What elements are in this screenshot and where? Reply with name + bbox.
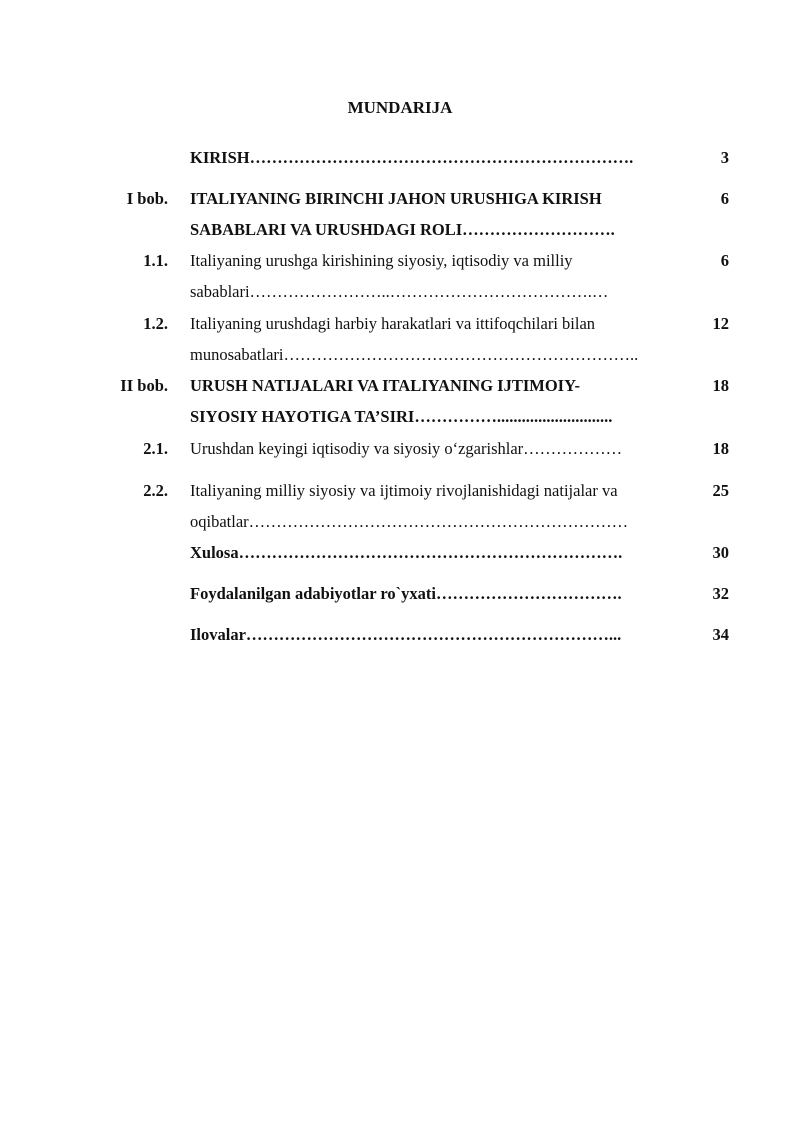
toc-entry-line: Italiyaning milliy siyosiy va ijtimoiy rivojlanishidagi natijalar va — [190, 481, 618, 500]
toc-entry-page: 3 — [720, 148, 729, 167]
toc-entry-line: SABABLARI VA URUSHDAGI ROLI………………………. — [190, 220, 615, 239]
toc-entry-page: 6 — [720, 251, 729, 270]
toc-entry-text — [190, 537, 686, 568]
toc-title: MUNDARIJA — [347, 98, 453, 117]
toc-entry-line: ITALIYANING BIRINCHI JAHON URUSHIGA KIRISH — [190, 189, 602, 208]
toc-entry-page: 32 — [712, 584, 729, 603]
toc-entry-line: SIYOSIY HAYOTIGA TA’SIRI……………............................ — [190, 407, 613, 426]
toc-entry-line: sabablari……………………..……………………………….… — [190, 282, 609, 301]
toc-entry-line: Foydalanilgan adabiyotlar ro`yxati……………………………. — [190, 584, 622, 603]
toc-entry-text — [190, 308, 686, 370]
toc-entry-line: Italiyaning urushga kirishining siyosiy, iqtisodiy va milliy — [190, 251, 573, 270]
toc-entry-text — [190, 183, 686, 245]
toc-entry-page: 34 — [712, 625, 729, 644]
toc-entry-page: 18 — [712, 439, 729, 458]
toc-entry-text — [190, 475, 686, 537]
toc-entry-line: KIRISH……………………………………………………………. — [190, 148, 634, 167]
toc-entry-number: I bob. — [126, 189, 168, 208]
toc-entry-line: munosabatlari……………………………………………………….. — [190, 345, 639, 364]
toc-entry-page: 12 — [712, 314, 729, 333]
toc-entry-text — [190, 619, 686, 650]
toc-entry-line: Italiyaning urushdagi harbiy harakatlari va ittifoqchilari bilan — [190, 314, 596, 333]
toc-entry-page: 6 — [720, 189, 729, 208]
toc-entry-number: 1.1. — [143, 251, 168, 270]
toc-entry-number: 2.2. — [143, 481, 168, 500]
toc-entry-line: Ilovalar…………………………………………………………... — [190, 625, 622, 644]
toc-entry-number: 1.2. — [143, 314, 168, 333]
toc-entry-text — [190, 245, 686, 307]
toc-entry-number: 2.1. — [143, 439, 168, 458]
toc-entry-text — [190, 433, 686, 464]
toc-entry-text — [190, 142, 686, 173]
toc-entry-number: II bob. — [120, 376, 168, 395]
toc-entry-line: URUSH NATIJALARI VA ITALIYANING IJTIMOIY- — [190, 376, 580, 395]
toc-entry-page: 18 — [712, 376, 729, 395]
toc-entry-text — [190, 578, 686, 609]
toc-entry-page: 30 — [712, 543, 729, 562]
toc-entry-page: 25 — [712, 481, 729, 500]
toc-entry-text — [190, 370, 686, 432]
toc-entry-line: oqibatlar…………………………………………………………… — [190, 512, 629, 531]
toc-entry-line: Urushdan keyingi iqtisodiy va siyosiy o‘zgarishlar……………… — [190, 439, 623, 458]
toc-entry-line: Xulosa……………………………………………………………. — [190, 543, 623, 562]
